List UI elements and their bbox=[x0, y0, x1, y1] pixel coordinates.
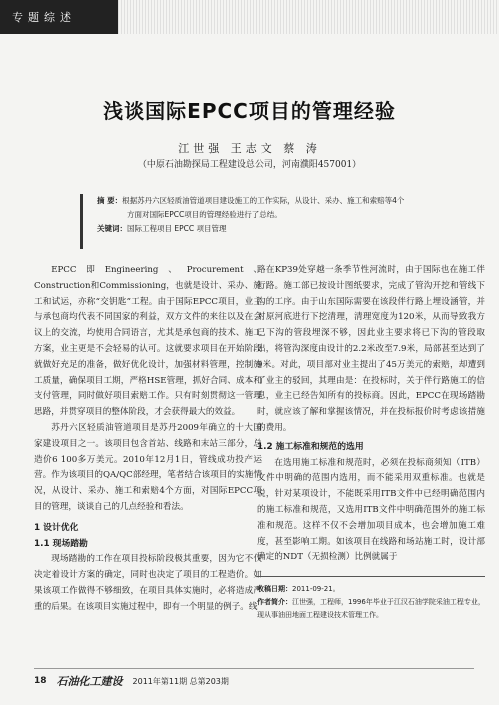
right-column bbox=[257, 263, 485, 566]
author-bio-label: 作者简介： bbox=[257, 598, 292, 606]
authors: 江世强 王志文 蔡 涛 bbox=[178, 142, 321, 155]
left-paragraph-3: 现场踏勘的工作在项目投标阶段极其重要，因为它不仅决定着设计方案的确定，同时也决定了项目的工程造价。如果该项工作做得不够细致，在项目具体实施时，必将造成严重的后果。在该项目实施过程中，即有一个明显的例子。线 bbox=[34, 554, 262, 612]
header-stripes bbox=[118, 0, 499, 34]
abstract-line-1 bbox=[97, 194, 469, 208]
keywords-line bbox=[97, 222, 469, 236]
page-number: 18 bbox=[34, 676, 47, 686]
article-title: 浅谈国际EPCC项目的管理经验 bbox=[103, 99, 396, 123]
right-paragraph-2: 在选用施工标准和规范时，必须在投标商须知（ITB）文件中明确的范围内选用，而不能采用双重标准。也就是说，针对某项设计，不能既采用ITB文件中已经明确范围内的施工标准和规范，又选用ITB文件中明确范围外的施工标准和规范。这样不仅不会增加项目成本，也会增加施工难度，甚至影响工期。如该项目在线路和场站施工时，设计部确定的NDT（无损检测）比例就属于 bbox=[257, 457, 485, 563]
left-column bbox=[34, 263, 262, 616]
footer-rule bbox=[34, 668, 474, 669]
column-tag: 专题综述 bbox=[0, 0, 118, 34]
left-paragraph-2: 苏丹六区轻质油管道项目是苏丹2009年确立的十大国家建设项目之一。该项目包含首站、线路和末站三部分，总造价6 100多万美元。2010年12月1日，管线成功投产运营。作为该项目的QA/QC部经理，笔者结合该项目的实施情况，从设计、采办、施工和索赔4个方面，对国际EPCC项目的管理，谈谈自己的几点经验和看法。 bbox=[34, 422, 262, 512]
left-paragraph-1: EPCC即Engineering、Procurement、Construction和Commissioning，也就是设计、采办、施工和试运，亦称“交钥匙”工程。由于国际EPCC项目，业主与承包商均代表不同国家的利益，双方文件的来往以及在会议上的交流，均使用合同语言，尤其是承包商的技术、施工方案，业主更是不会轻易的认可。这就要求项目在开始阶段就做好充足的准备，做好优化设计，加强材料管理，控制施工质量，确保项目工期，严格HSE管理，抓好合同、成本和支付管理，同时做好项目索赔工作。只有时刻贯彻这一管理思路，并贯穿项目的整体阶段，才会获得最大的效益。 bbox=[34, 265, 262, 418]
abstract-line-2: 方面对国际EPCC项目的管理经验进行了总结。 bbox=[127, 210, 282, 219]
issue-info: 2011年第11期 总第203期 bbox=[132, 676, 229, 686]
footnote-box bbox=[257, 576, 485, 622]
author-bio bbox=[257, 596, 485, 622]
abstract-label: 摘 要： bbox=[97, 196, 123, 205]
received-label: 收稿日期： bbox=[257, 585, 292, 593]
right-paragraph-1: 路在KP39处穿越一条季节性河流时，由于国际也在施工伴行路。施工部已按设计图纸要求，完成了管沟开挖和管线下沟的工序。由于山东国际需要在该段伴行路上埋设涵管，并对原河底进行下挖清理，清理宽度为120米，从而导致我方已下沟的管段埋深不够，因此业主要求将已下沟的管段取出，将管沟深度由设计的2.2米改至7.9米，局部甚至达到了9米。对此，项目部对业主提出了45万美元的索赔，却遭到了业主的驳回，其理由是：在投标时，关于伴行路施工的信息，业主已经告知所有的投标商。因此，EPCC在现场踏勘时，就应该了解和掌握该情况，并在投标报价时考虑该措施的费用。 bbox=[257, 265, 485, 433]
abstract-text-1: 根据苏丹六区轻质油管道项目建设施工的工作实际，从设计、采办、施工和索赔等4个 bbox=[122, 196, 405, 205]
received-line bbox=[257, 583, 485, 596]
affiliation: （中原石油勘探局工程建设总公司，河南濮阳457001） bbox=[137, 160, 362, 170]
section-heading-1: 1 设计优化 bbox=[34, 522, 79, 533]
keywords-text: 国际工程项目 EPCC 项目管理 bbox=[127, 224, 227, 233]
page-footer bbox=[34, 672, 474, 690]
section-heading-1-2: 1.2 施工标准和规范的选用 bbox=[257, 441, 364, 452]
author-bio-text: 江世强，工程师，1996年毕业于江汉石油学院采油工程专业，现从事油田地面工程建设技术管理工作。 bbox=[257, 598, 485, 619]
journal-name: 石油化工建设 bbox=[56, 675, 123, 688]
received-date: 2011-09-21。 bbox=[292, 585, 340, 593]
abstract-box bbox=[80, 194, 469, 249]
section-heading-1-1: 1.1 现场踏勘 bbox=[34, 538, 88, 549]
keywords-label: 关键词： bbox=[97, 224, 127, 233]
